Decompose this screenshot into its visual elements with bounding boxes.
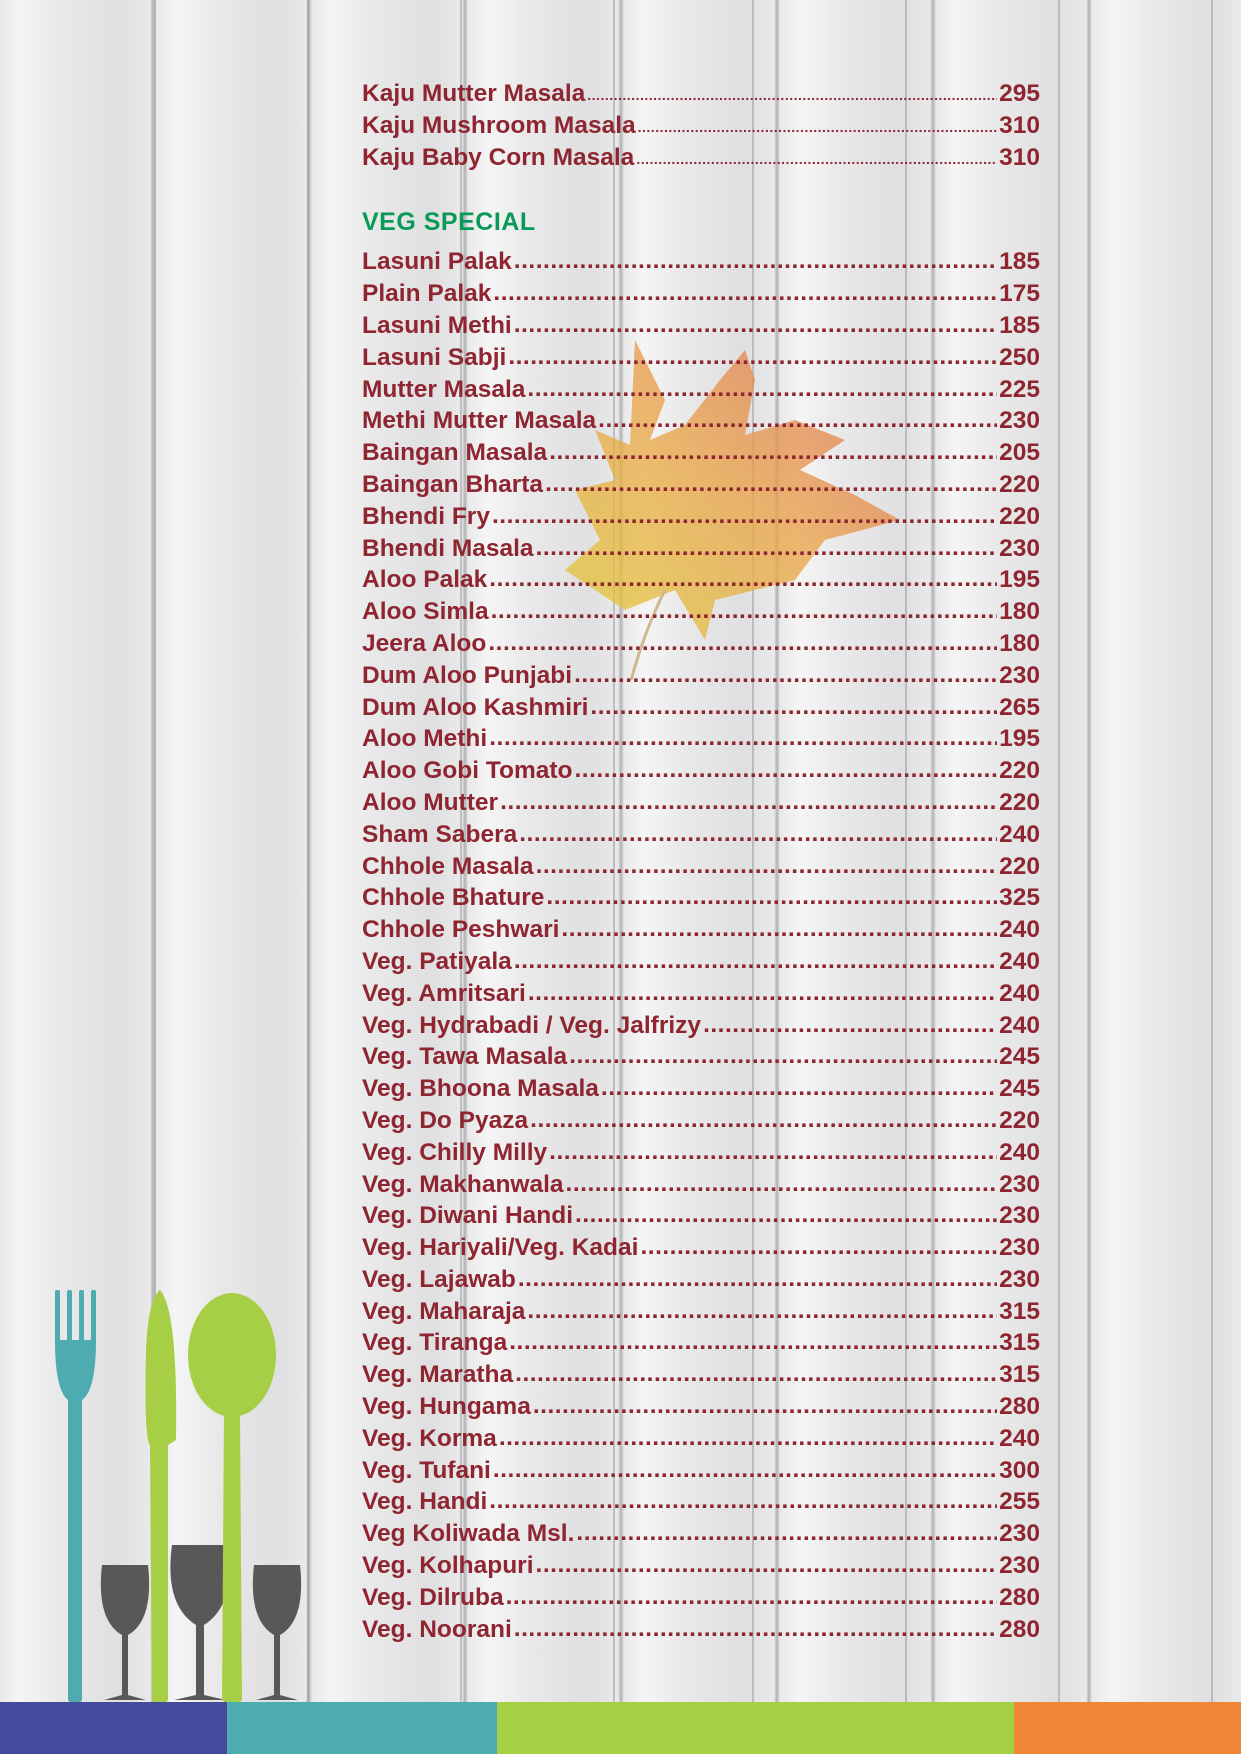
menu-item xyxy=(362,142,1040,174)
item-price: 240 xyxy=(999,916,1040,944)
item-price: 230 xyxy=(999,661,1040,689)
item-name: Chhole Bhature xyxy=(362,884,545,912)
menu-item xyxy=(362,1200,1040,1232)
dot-leader xyxy=(528,977,997,1009)
menu-item xyxy=(362,628,1040,660)
wood-plank-seam xyxy=(1058,0,1060,1716)
dot-leader xyxy=(533,1390,997,1422)
item-price: 220 xyxy=(999,852,1040,880)
item-price: 240 xyxy=(999,947,1040,975)
dot-leader xyxy=(640,1231,997,1263)
dot-leader xyxy=(587,80,997,112)
dot-leader xyxy=(638,112,997,144)
item-name: Sham Sabera xyxy=(362,820,518,848)
dot-leader xyxy=(514,309,997,341)
dot-leader xyxy=(493,1454,997,1486)
item-price: 180 xyxy=(999,629,1040,657)
dot-leader xyxy=(515,1358,997,1390)
dot-leader xyxy=(636,144,997,176)
menu-item xyxy=(362,533,1040,565)
dot-leader xyxy=(574,659,997,691)
menu-item xyxy=(362,1010,1040,1042)
menu-item xyxy=(362,278,1040,310)
dot-leader xyxy=(519,818,997,850)
menu-item xyxy=(362,405,1040,437)
dot-leader xyxy=(488,627,997,659)
menu-item xyxy=(362,1423,1040,1455)
menu-item xyxy=(362,755,1040,787)
dot-leader xyxy=(518,1263,997,1295)
menu-item xyxy=(362,1105,1040,1137)
item-price: 195 xyxy=(999,566,1040,594)
item-name: Dum Aloo Punjabi xyxy=(362,661,573,689)
dot-leader xyxy=(506,1581,998,1613)
item-price: 240 xyxy=(999,820,1040,848)
item-price: 240 xyxy=(999,979,1040,1007)
menu-item xyxy=(362,1582,1040,1614)
dot-leader xyxy=(492,500,997,532)
veg-special-list xyxy=(362,246,1040,1645)
dot-leader xyxy=(530,1104,997,1136)
item-name: Veg. Noorani xyxy=(362,1615,512,1643)
menu-item xyxy=(362,1137,1040,1169)
item-price: 315 xyxy=(999,1329,1040,1357)
item-name: Veg. Dilruba xyxy=(362,1583,504,1611)
item-name: Veg. Maratha xyxy=(362,1361,514,1389)
item-name: Aloo Gobi Tomato xyxy=(362,757,573,785)
menu-item xyxy=(362,1073,1040,1105)
menu-item xyxy=(362,914,1040,946)
bottom-color-bar xyxy=(0,1702,1241,1754)
item-price: 230 xyxy=(999,1202,1040,1230)
item-name: Chhole Masala xyxy=(362,852,534,880)
cutlery-illustration xyxy=(50,1290,310,1710)
item-name: Veg. Kolhapuri xyxy=(362,1552,534,1580)
dot-leader xyxy=(703,1009,997,1041)
item-name: Kaju Baby Corn Masala xyxy=(362,143,635,171)
item-name: Mutter Masala xyxy=(362,375,526,403)
item-name: Veg. Bhoona Masala xyxy=(362,1075,599,1103)
item-price: 245 xyxy=(999,1043,1040,1071)
item-name: Veg. Makhanwala xyxy=(362,1170,564,1198)
item-name: Veg. Korma xyxy=(362,1424,497,1452)
item-name: Baingan Bharta xyxy=(362,470,544,498)
dot-leader xyxy=(509,1326,997,1358)
menu-item xyxy=(362,692,1040,724)
menu-item xyxy=(362,78,1040,110)
dot-leader xyxy=(575,1199,997,1231)
item-name: Bhendi Fry xyxy=(362,502,490,530)
item-name: Baingan Masala xyxy=(362,439,548,467)
dot-leader xyxy=(569,1040,997,1072)
item-price: 185 xyxy=(999,248,1040,276)
dot-leader xyxy=(527,1295,997,1327)
menu-item xyxy=(362,1518,1040,1550)
dot-leader xyxy=(601,1072,997,1104)
item-price: 180 xyxy=(999,598,1040,626)
item-price: 220 xyxy=(999,470,1040,498)
item-price: 280 xyxy=(999,1615,1040,1643)
dot-leader xyxy=(545,468,997,500)
item-price: 280 xyxy=(999,1393,1040,1421)
item-price: 230 xyxy=(999,1552,1040,1580)
menu-item xyxy=(362,1296,1040,1328)
item-name: Kaju Mutter Masala xyxy=(362,80,586,107)
item-name: Dum Aloo Kashmiri xyxy=(362,693,589,721)
wood-plank-seam xyxy=(1211,0,1213,1716)
menu-item xyxy=(362,1455,1040,1487)
item-price: 310 xyxy=(999,143,1040,171)
menu-item xyxy=(362,660,1040,692)
item-price: 280 xyxy=(999,1583,1040,1611)
menu-item xyxy=(362,342,1040,374)
menu-item xyxy=(362,564,1040,596)
item-name: Veg. Lajawab xyxy=(362,1265,516,1293)
item-price: 220 xyxy=(999,502,1040,530)
item-price: 255 xyxy=(999,1488,1040,1516)
bar-segment-blue xyxy=(0,1702,227,1754)
item-price: 230 xyxy=(999,534,1040,562)
item-name: Chhole Peshwari xyxy=(362,916,560,944)
menu-item xyxy=(362,819,1040,851)
item-price: 225 xyxy=(999,375,1040,403)
dot-leader xyxy=(549,436,997,468)
item-name: Aloo Simla xyxy=(362,598,489,626)
dot-leader xyxy=(561,913,997,945)
item-price: 240 xyxy=(999,1011,1040,1039)
dot-leader xyxy=(590,691,997,723)
item-name: Veg. Diwani Handi xyxy=(362,1202,574,1230)
item-name: Aloo Methi xyxy=(362,725,488,753)
item-price: 230 xyxy=(999,407,1040,435)
menu-item xyxy=(362,1359,1040,1391)
item-price: 315 xyxy=(999,1297,1040,1325)
item-price: 230 xyxy=(999,1234,1040,1262)
dot-leader xyxy=(489,1485,997,1517)
item-name: Veg. Hungama xyxy=(362,1393,531,1421)
item-price: 245 xyxy=(999,1075,1040,1103)
menu-item xyxy=(362,469,1040,501)
knife-icon xyxy=(146,1290,177,1705)
dot-leader xyxy=(536,532,998,564)
item-name: Aloo Palak xyxy=(362,566,488,594)
item-price: 220 xyxy=(999,1106,1040,1134)
item-price: 250 xyxy=(999,343,1040,371)
dot-leader xyxy=(491,595,998,627)
menu-item xyxy=(362,978,1040,1010)
menu-item xyxy=(362,882,1040,914)
dot-leader xyxy=(499,1422,997,1454)
item-name: Veg. Amritsari xyxy=(362,979,526,1007)
dot-leader xyxy=(514,245,997,277)
item-price: 220 xyxy=(999,788,1040,816)
menu-item xyxy=(362,1169,1040,1201)
menu-item xyxy=(362,1232,1040,1264)
menu-item xyxy=(362,1550,1040,1582)
item-price: 175 xyxy=(999,280,1040,308)
bar-segment-teal xyxy=(227,1702,497,1754)
item-name: Veg. Chilly Milly xyxy=(362,1138,548,1166)
dot-leader xyxy=(527,373,997,405)
item-name: Veg. Handi xyxy=(362,1488,488,1516)
menu-item xyxy=(362,1041,1040,1073)
dot-leader xyxy=(549,1136,997,1168)
item-name: Veg. Tiranga xyxy=(362,1329,508,1357)
item-name: Bhendi Masala xyxy=(362,534,534,562)
menu-item xyxy=(362,1264,1040,1296)
item-price: 205 xyxy=(999,439,1040,467)
item-name: Lasuni Palak xyxy=(362,248,512,276)
top-items xyxy=(362,78,1040,173)
item-price: 220 xyxy=(999,757,1040,785)
dot-leader xyxy=(575,754,998,786)
item-name: Veg. Do Pyaza xyxy=(362,1106,529,1134)
item-name: Veg. Patiyala xyxy=(362,947,512,975)
dot-leader xyxy=(546,881,997,913)
item-price: 300 xyxy=(999,1456,1040,1484)
item-price: 325 xyxy=(999,884,1040,912)
item-price: 240 xyxy=(999,1424,1040,1452)
item-name: Veg. Tawa Masala xyxy=(362,1043,568,1071)
section-title: VEG SPECIAL xyxy=(362,208,536,237)
item-price: 310 xyxy=(999,111,1040,139)
item-name: Veg Koliwada Msl. xyxy=(362,1520,575,1548)
dot-leader xyxy=(514,1613,997,1645)
fork-icon xyxy=(55,1290,96,1705)
item-name: Jeera Aloo xyxy=(362,629,487,657)
menu-item xyxy=(362,501,1040,533)
item-name: Plain Palak xyxy=(362,280,492,308)
item-name: Methi Mutter Masala xyxy=(362,407,597,435)
menu-item xyxy=(362,110,1040,142)
item-name: Lasuni Methi xyxy=(362,311,512,339)
dot-leader xyxy=(536,1549,998,1581)
bar-segment-orange xyxy=(1014,1702,1241,1754)
dot-leader xyxy=(489,563,997,595)
item-price: 265 xyxy=(999,693,1040,721)
dot-leader xyxy=(508,341,997,373)
menu-item xyxy=(362,1391,1040,1423)
menu-item xyxy=(362,374,1040,406)
item-name: Veg. Tufani xyxy=(362,1456,491,1484)
wine-glass-icon xyxy=(101,1545,301,1700)
menu-item xyxy=(362,946,1040,978)
item-name: Aloo Mutter xyxy=(362,788,499,816)
item-price: 195 xyxy=(999,725,1040,753)
dot-leader xyxy=(489,722,997,754)
bar-segment-green xyxy=(497,1702,1014,1754)
menu-item xyxy=(362,723,1040,755)
menu-list xyxy=(362,78,1040,1645)
dot-leader xyxy=(598,404,997,436)
item-price: 240 xyxy=(999,1138,1040,1166)
item-name: Lasuni Sabji xyxy=(362,343,507,371)
dot-leader xyxy=(514,945,997,977)
dot-leader xyxy=(576,1517,997,1549)
menu-item xyxy=(362,310,1040,342)
menu-item xyxy=(362,596,1040,628)
menu-item xyxy=(362,437,1040,469)
item-price: 230 xyxy=(999,1170,1040,1198)
menu-item xyxy=(362,851,1040,883)
item-price: 230 xyxy=(999,1520,1040,1548)
item-price: 315 xyxy=(999,1361,1040,1389)
item-name: Veg. Hariyali/Veg. Kadai xyxy=(362,1234,639,1262)
menu-item xyxy=(362,1614,1040,1646)
menu-item xyxy=(362,1327,1040,1359)
dot-leader xyxy=(493,277,997,309)
item-price: 230 xyxy=(999,1265,1040,1293)
item-name: Veg. Maharaja xyxy=(362,1297,526,1325)
dot-leader xyxy=(500,786,997,818)
item-name: Kaju Mushroom Masala xyxy=(362,111,636,139)
menu-item xyxy=(362,1486,1040,1518)
item-name: Veg. Hydrabadi / Veg. Jalfrizy xyxy=(362,1011,702,1039)
dot-leader xyxy=(566,1168,998,1200)
menu-item xyxy=(362,246,1040,278)
dot-leader xyxy=(536,850,998,882)
item-price: 295 xyxy=(999,80,1040,107)
item-price: 185 xyxy=(999,311,1040,339)
menu-item xyxy=(362,787,1040,819)
